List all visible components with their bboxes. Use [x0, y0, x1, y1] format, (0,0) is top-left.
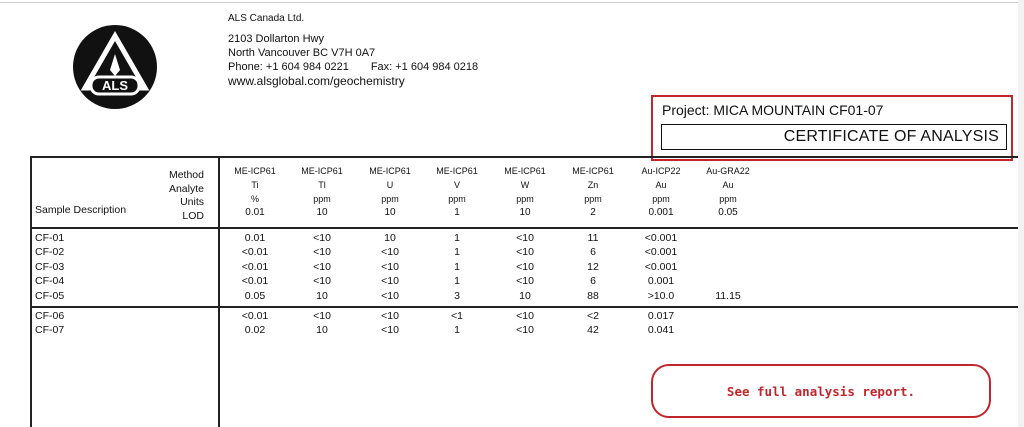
- column-lod: 1: [454, 207, 460, 218]
- table-cell: 1: [454, 261, 460, 273]
- sample-id: CF-03: [35, 261, 65, 273]
- column-lod: 0.05: [718, 207, 738, 218]
- table-cell: <10: [313, 232, 331, 244]
- table-cell: 12: [587, 261, 599, 273]
- page-edge: [1018, 0, 1024, 427]
- column-units: ppm: [313, 194, 331, 204]
- column-header: [688, 164, 768, 220]
- company-address: [228, 12, 478, 88]
- table-cell: <0.001: [644, 246, 678, 258]
- table-cell: 0.001: [647, 275, 675, 287]
- table-cell: <1: [451, 310, 463, 322]
- table-cell: 0.041: [647, 324, 675, 336]
- lod-label: LOD: [182, 209, 204, 222]
- table-cell: >10.0: [647, 290, 675, 302]
- table-cell: 0.017: [647, 310, 675, 322]
- column-analyte: Au: [722, 180, 734, 190]
- table-left-rule: [30, 156, 32, 427]
- table-cell: 10: [316, 290, 328, 302]
- contact-line: [228, 60, 478, 74]
- column-units: ppm: [516, 194, 534, 204]
- column-lod: 2: [590, 207, 596, 218]
- table-cell: 1: [454, 246, 460, 258]
- fax-number: Fax: +1 604 984 0218: [370, 61, 479, 73]
- table-cell: 10: [384, 232, 396, 244]
- company-name: ALS Canada Ltd.: [228, 13, 305, 24]
- table-cell: 0.05: [244, 290, 266, 302]
- table-cell: <10: [516, 246, 534, 258]
- sample-id: CF-04: [35, 275, 65, 287]
- table-cell: <2: [587, 310, 599, 322]
- sample-id: CF-07: [35, 324, 65, 336]
- table-top-rule: [30, 156, 1018, 158]
- table-cell: <10: [516, 261, 534, 273]
- certificate-title: CERTIFICATE OF ANALYSIS: [783, 128, 999, 145]
- project-title: Project: MICA MOUNTAIN CF01-07: [662, 102, 884, 118]
- table-cell: 0.01: [244, 232, 266, 244]
- table-cell: 6: [590, 246, 596, 258]
- column-method: Au-ICP22: [641, 166, 681, 176]
- table-cell: <10: [516, 324, 534, 336]
- sample-id: CF-05: [35, 290, 65, 302]
- table-cell: <0.001: [644, 232, 678, 244]
- table-cell: 42: [587, 324, 599, 336]
- column-method: ME-ICP61: [301, 166, 343, 176]
- column-analyte: U: [386, 180, 394, 190]
- table-cell: <0.01: [241, 310, 269, 322]
- table-cell: <10: [381, 310, 399, 322]
- column-units: ppm: [584, 194, 602, 204]
- website-link[interactable]: www.alsglobal.com/geochemistry: [228, 74, 405, 88]
- table-cell: 10: [519, 290, 531, 302]
- group-rule: [30, 306, 1018, 308]
- column-units: ppm: [448, 194, 466, 204]
- address-line-2: North Vancouver BC V7H 0A7: [228, 47, 376, 59]
- column-units: ppm: [652, 194, 670, 204]
- table-cell: <10: [313, 261, 331, 273]
- table-cell: 6: [590, 275, 596, 287]
- column-lod: 10: [316, 207, 328, 218]
- svg-text:ALS: ALS: [102, 78, 128, 93]
- column-method: ME-ICP61: [436, 166, 478, 176]
- table-cell: 88: [587, 290, 599, 302]
- sample-id: CF-02: [35, 246, 65, 258]
- table-cell: <10: [381, 290, 399, 302]
- table-cell: <0.001: [644, 261, 678, 273]
- phone-number: Phone: +1 604 984 0221: [228, 61, 349, 73]
- top-rule: [0, 2, 1024, 3]
- table-cell: 1: [454, 232, 460, 244]
- header-meta-labels: [146, 169, 204, 223]
- column-analyte: Ti: [251, 180, 259, 190]
- analyte-label: Analyte: [168, 182, 204, 195]
- column-analyte: V: [453, 180, 460, 190]
- table-cell: <0.01: [241, 246, 269, 258]
- sample-id: CF-06: [35, 310, 65, 322]
- table-cell: <0.01: [241, 261, 269, 273]
- table-cell: <10: [313, 246, 331, 258]
- column-analyte: Tl: [318, 180, 326, 190]
- column-lod: 10: [384, 207, 396, 218]
- column-units: %: [250, 194, 259, 204]
- table-cell: <10: [516, 310, 534, 322]
- certificate-title-box: [661, 124, 1007, 150]
- annotation-text: See full analysis report.: [726, 383, 916, 399]
- sample-id: CF-01: [35, 232, 65, 244]
- table-cell: 0.02: [244, 324, 266, 336]
- column-units: ppm: [381, 194, 399, 204]
- column-lod: 0.01: [245, 207, 265, 218]
- table-cell: <10: [516, 275, 534, 287]
- table-cell: 11.15: [715, 290, 741, 302]
- table-cell: 11: [587, 232, 599, 244]
- table-cell: 3: [454, 290, 460, 302]
- table-cell: 1: [454, 275, 460, 287]
- table-cell: 1: [454, 324, 460, 336]
- table-cell: <10: [381, 246, 399, 258]
- table-cell: <10: [313, 310, 331, 322]
- column-method: Au-GRA22: [706, 166, 750, 176]
- method-label: Method: [168, 169, 204, 181]
- table-cell: <10: [381, 324, 399, 336]
- column-units: ppm: [719, 194, 737, 204]
- header-rule: [30, 227, 1018, 229]
- column-method: ME-ICP61: [572, 166, 614, 176]
- column-analyte: Zn: [587, 180, 599, 190]
- als-logo-icon: [72, 24, 158, 110]
- table-cell: <10: [381, 275, 399, 287]
- column-method: ME-ICP61: [369, 166, 411, 176]
- column-analyte: Au: [655, 180, 667, 190]
- table-cell: <10: [381, 261, 399, 273]
- table-cell: <0.01: [241, 275, 269, 287]
- table-cell: <10: [313, 275, 331, 287]
- column-method: ME-ICP61: [504, 166, 546, 176]
- units-label: Units: [180, 196, 204, 208]
- column-lod: 0.001: [648, 207, 674, 218]
- column-method: ME-ICP61: [234, 166, 276, 176]
- table-cell: 10: [316, 324, 328, 336]
- see-report-annotation: [651, 364, 991, 418]
- column-lod: 10: [519, 207, 531, 218]
- table-cell: <10: [516, 232, 534, 244]
- column-analyte: W: [520, 180, 530, 190]
- sample-description-header: Sample Description: [35, 204, 127, 216]
- address-line-1: 2103 Dollarton Hwy: [228, 33, 324, 45]
